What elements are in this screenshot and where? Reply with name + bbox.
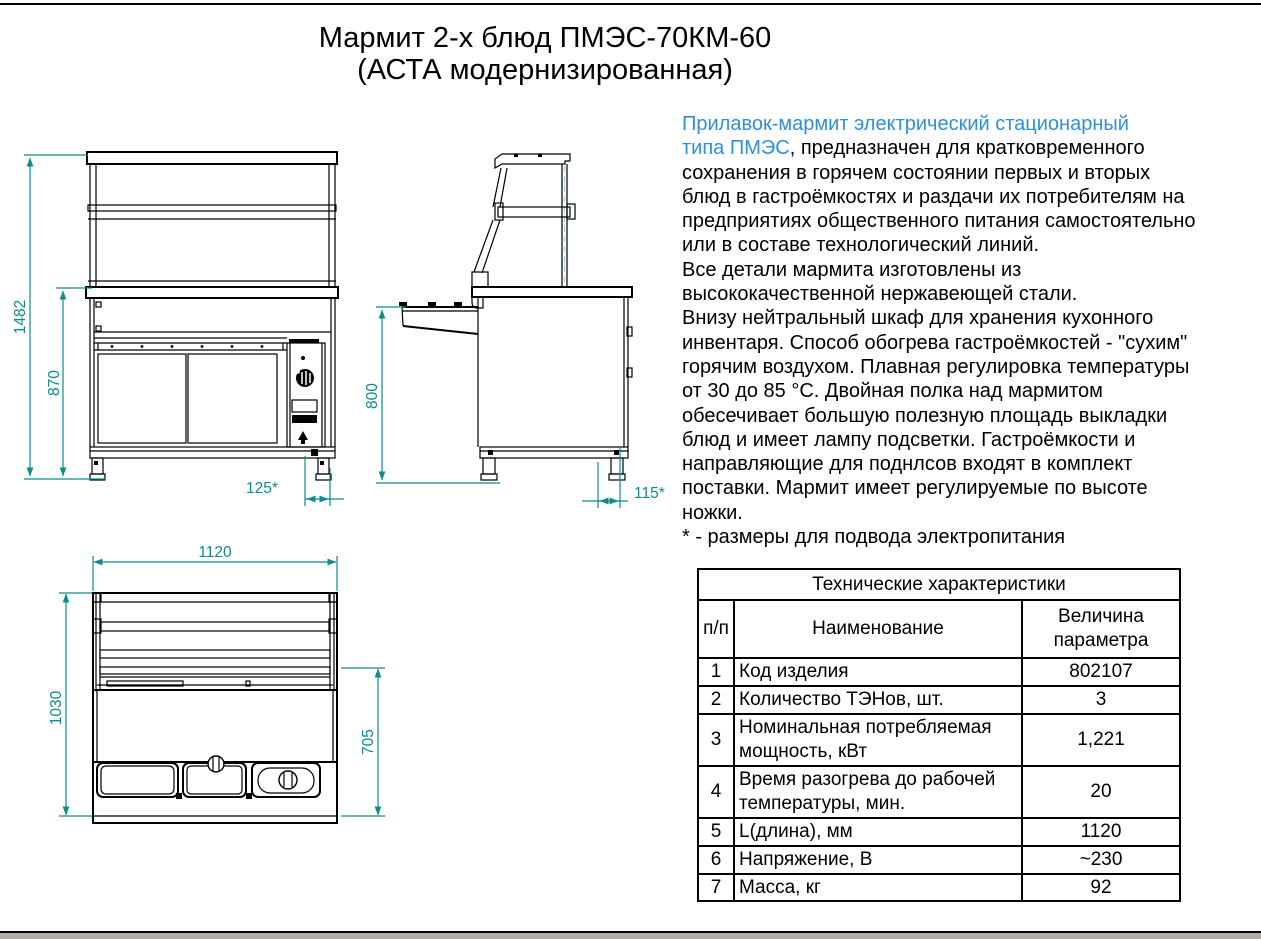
table-cell: 1,221 (1022, 714, 1180, 766)
description-text: обесечивает большую полезную площадь выкладки (682, 404, 1168, 427)
description-line (682, 185, 1261, 209)
table-row (698, 874, 1180, 902)
description-line (682, 112, 1261, 136)
description-text: или в составе технологический линий. (682, 234, 1040, 257)
table-cell: Масса, кг (734, 874, 1022, 902)
column-header-name: Наименование (734, 600, 1022, 658)
table-cell: 1 (698, 658, 734, 686)
description-line (682, 379, 1261, 403)
description-line (682, 136, 1261, 160)
front-view-dimensions (12, 155, 344, 506)
table-row (698, 846, 1180, 874)
front-view-structure (86, 152, 338, 480)
description-line (682, 282, 1261, 306)
table-cell: 6 (698, 846, 734, 874)
description-line (682, 331, 1261, 355)
description-line (682, 452, 1261, 476)
cabinet-door-right (188, 354, 277, 443)
description-line (682, 501, 1261, 525)
dim-label-length: 1120 (198, 544, 232, 561)
description-text: от 30 до 85 °С. Двойная полка над мармитом (682, 380, 1103, 403)
dim-label-overall-height: 1482 (12, 299, 29, 335)
dim-label-counter-height: 870 (46, 370, 63, 396)
description-text: поставки. Мармит имеет регулируемые по высоте (682, 477, 1148, 500)
table-cell: ~230 (1022, 846, 1180, 874)
table-cell: 20 (1022, 766, 1180, 818)
specs-table-wrap (697, 568, 1181, 902)
page-title-line1: Мармит 2-х блюд ПМЭС-70КМ-60 (318, 22, 772, 54)
top-rule (0, 3, 1261, 5)
power-switch (292, 415, 317, 423)
specs-table (697, 568, 1181, 902)
description-text: , предназначен для кратковременного (789, 137, 1145, 160)
cabinet-door-left (98, 354, 186, 443)
table-cell: Время разогрева до рабочей температуры, мин. (734, 766, 1022, 818)
dim-label-tray-height: 800 (364, 383, 381, 409)
description-line (682, 258, 1261, 282)
description-highlight: Прилавок-мармит электрический стационарный (682, 113, 1129, 135)
description-line (682, 476, 1261, 500)
description-line (682, 525, 1261, 549)
description-highlight: типа ПМЭС (682, 137, 790, 160)
top-view-structure (93, 593, 337, 823)
table-cell: Код изделия (734, 658, 1022, 686)
table-cell: Количество ТЭНов, шт. (734, 686, 1022, 714)
dim-label-surface-depth: 705 (360, 729, 377, 755)
description-text: * - размеры для подвода электропитания (682, 526, 1066, 549)
page-title (0, 22, 1090, 86)
description-line (682, 404, 1261, 428)
table-cell: 3 (698, 714, 734, 766)
table-cell: Номинальная потребляемая мощность, кВт (734, 714, 1022, 766)
table-row (698, 658, 1180, 686)
gastronorm-pans (97, 756, 320, 799)
column-header-value: Величина параметра (1022, 600, 1180, 658)
description-text: Все детали мармита изготовлены из (682, 258, 1022, 281)
description-text: горячим воздухом. Плавная регулировка температуры (682, 355, 1190, 378)
page-title-line2: (АСТА модернизированная) (357, 54, 733, 86)
description-text: блюд и имеет лампу подсветки. Гастроёмкости и (682, 428, 1136, 451)
table-row (698, 766, 1180, 818)
column-header-num: п/п (698, 600, 734, 658)
description-line (682, 209, 1261, 233)
table-caption: Технические характеристики (698, 569, 1180, 600)
table-cell: 4 (698, 766, 734, 818)
table-cell: Напряжение, В (734, 846, 1022, 874)
table-cell: 5 (698, 818, 734, 846)
side-view-drawing (360, 130, 680, 522)
table-row (698, 714, 1180, 766)
table-row (698, 686, 1180, 714)
description-line (682, 428, 1261, 452)
dim-label-power-offset-side: 115* (634, 485, 665, 502)
description-text: ножки. (682, 501, 743, 524)
description-line (682, 306, 1261, 330)
description-text: высококачественной нержавеющей стали. (682, 283, 1078, 306)
front-view-control-panel (287, 339, 325, 447)
table-header-row (698, 600, 1180, 658)
specs-table-body (698, 658, 1180, 901)
table-cell: 1120 (1022, 818, 1180, 846)
footer-bar (0, 933, 1261, 939)
table-cell: 2 (698, 686, 734, 714)
description-line (682, 355, 1261, 379)
description-text: блюд в гастроёмкостях и раздачи их потребителям на (682, 185, 1185, 208)
description-line (682, 161, 1261, 185)
table-cell: 802107 (1022, 658, 1180, 686)
table-row (698, 818, 1180, 846)
table-cell: 3 (1022, 686, 1180, 714)
description-text: сохранения в горячем состоянии первых и вторых (682, 161, 1151, 184)
dim-label-depth: 1030 (48, 690, 65, 726)
description-text: инвентаря. Способ обогрева гастроёмкостей - "сухим" (682, 331, 1188, 354)
table-cell: L(длина), мм (734, 818, 1022, 846)
description-text: направляющие для поднлсов входят в комплект (682, 453, 1133, 476)
side-view-dimensions (364, 307, 665, 508)
dim-label-power-offset-front: 125* (246, 480, 278, 497)
table-cell: 92 (1022, 874, 1180, 902)
description-block (682, 112, 1261, 549)
description-text: предприятиях общественного питания самостоятельно (682, 210, 1196, 233)
table-caption-row (698, 569, 1180, 600)
table-cell: 7 (698, 874, 734, 902)
side-view-structure (399, 154, 632, 480)
indicator-light (301, 356, 305, 360)
description-line (682, 233, 1261, 257)
top-view-drawing (0, 530, 420, 870)
description-text: Внизу нейтральный шкаф для хранения кухонного (682, 307, 1154, 330)
front-view-drawing (0, 130, 360, 522)
panel-display (292, 400, 317, 412)
